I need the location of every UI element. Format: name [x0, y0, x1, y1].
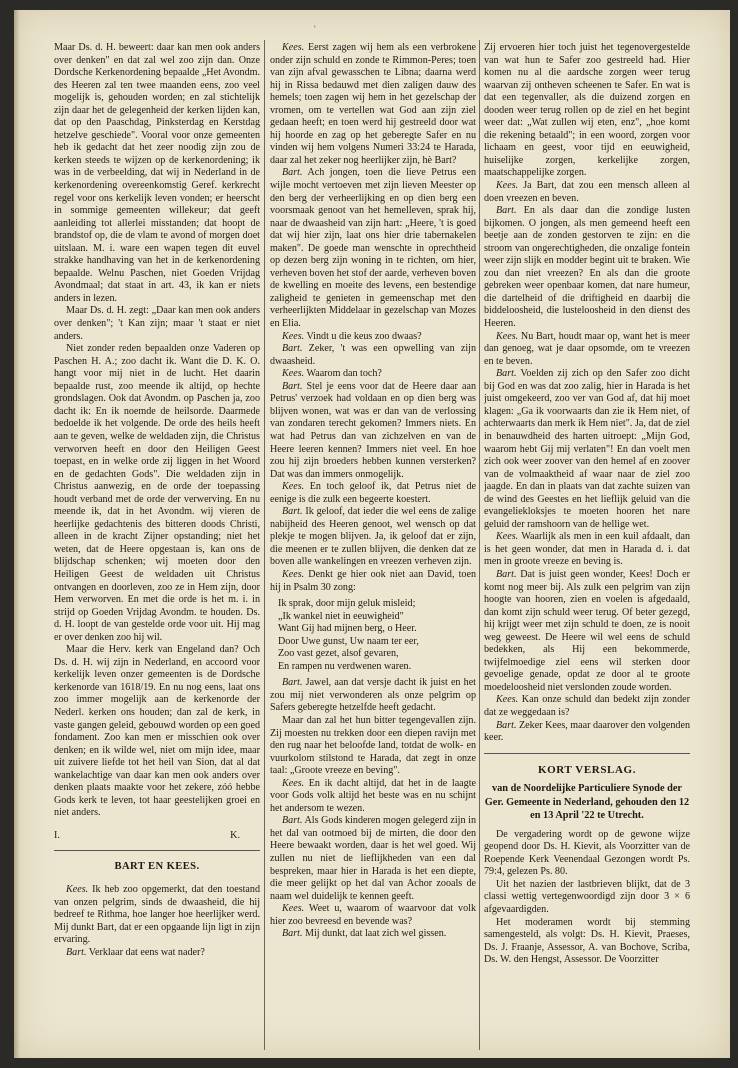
speaker: Kees.: [282, 368, 305, 380]
dialogue-text: Stel je eens voor dat de Heere daar aan Petrus' verzoek had voldaan en op dien berg was blijven wonen, wat was er dan van de verlossing van zondaren terecht gekomen? Immers niets. En wat had Petrus dan van zichzelven en van de Heere leeren kennen? Immers niet veel. En hoe zou hij zijn broeders hebben kunnen versterken? Dat was dan immers onmogelijk.: [270, 380, 476, 480]
dialogue-line: [484, 720, 690, 745]
signature-right: K.: [230, 829, 240, 841]
dialogue-text: Nu Bart, houdt maar op, want het is meer dan genoeg, wat je daar opsomde, om te vreezen en te beven.: [484, 330, 690, 367]
dialogue-text: En als daar dan die zondige lusten bijkomen. O jongen, als men gemeend heeft een beetje aan de zonden gestorven te zijn: en die stroom van ongerechtigheden, die onzalige fontein weer zijn slijk en modder begint uit te braken. Wie zou dan niet vreezen? En als dan die groote gebreken weer openbaar komen, dat nare humeur, die dartelheid of die driftigheid en daarbij die biddeloosheid, die lusteloosheid in den dienst des Heeren.: [484, 205, 690, 330]
article-title-kort-verslag: KORT VERSLAG.: [537, 763, 637, 776]
verse-line: Zoo vast gezet, alsof gevaren,: [278, 648, 399, 660]
dialogue-text: Dat is juist geen wonder, Kees! Doch er komt nog meer bij. Als zulk een pelgrim van zijn hoogte van hooren, zien en voelen is afgedaald, dan komt zijn schuld weer terug. Of beter gezegd, hij krijgt weer met zijn schuld te doen, ze is nooit weg geweest. De Heere wil wel eens de schuld bedekken, als Hij een bekommerde, twijfelmoedige ziel eens wil sterken door gevoelige genade, opdat ze door al te groote moedeloosheid niet verslonden zoude worden.: [484, 568, 690, 693]
dialogue-line: [270, 42, 476, 167]
col1-paragraph-4: Maar die Herv. kerk van Engeland dan? Och Ds. d. H. wij zijn in Nederland, en accoord voor kerkelijk leven onzer gemeenten is de Dordsche kerkenorde van 1618/19. En nu nog eens, laat ons zoo immer mogelijk aan de kerkenorde der Nederl. kerken ons houden; dan zal de kerk, in vaste gangen geleid, gebouwd worden op een goed fondament. Zoo kan men er misschien ook over denken; en ik wilde wel, niet om mijn idee, maar uit zuivere liefde tot het heil van Sion, dat al dat wankelachtige van daar kan men ook anders over denken plaats maakte voor het zekere, zóó hebbe Gods kerk te leven, tot haar geestelijken groei en niet anders.: [54, 644, 260, 819]
dialogue-line: [270, 815, 476, 903]
col1-paragraph-2: Maar Ds. d. H. zegt: „Daar kan men ook anders over denken"; 't Kan zijn; maar 't staat er niet anders.: [54, 305, 260, 342]
speaker: Bart.: [282, 506, 303, 518]
dialogue-text: Ik heb zoo opgemerkt, dat den toestand van onzen pelgrim, sinds de dwaasheid, die hij bedreef te Rithma, hoe langer hoe heerlijker werd. Mij dunkt Bart, dat er een opgaande lijn ligt in zijn ervaring.: [54, 884, 260, 946]
speaker: Bart.: [496, 719, 517, 731]
signature-left: I.: [54, 829, 60, 841]
column-1: [54, 42, 260, 1052]
dialogue-text: Verklaar dat eens wat nader?: [86, 946, 205, 958]
dialogue-text: Kan onze schuld dan bedekt zijn zonder dat ze weggedaan is?: [484, 694, 690, 718]
speaker: Bart.: [282, 380, 303, 392]
dialogue-text: Zeker Kees, maar daarover den volgenden keer.: [484, 719, 690, 744]
section-divider: [54, 850, 260, 851]
speaker: Kees.: [496, 330, 519, 342]
dialogue-line: [270, 343, 476, 368]
column-3: [484, 42, 690, 1052]
speaker: Kees.: [496, 180, 519, 192]
newspaper-page: [14, 10, 730, 1058]
dialogue-line: [270, 569, 476, 594]
dialogue-text: Mij dunkt, dat laat zich wel gissen.: [302, 928, 447, 940]
dialogue-line: [484, 694, 690, 719]
speaker: Kees.: [282, 903, 305, 915]
dialogue-line: [484, 531, 690, 569]
dialogue-text: En ik dacht altijd, dat het in de laagte voor Gods volk altijd het beste was en nu schijnt het andersom te wezen.: [270, 777, 476, 814]
dialogue-line: [270, 677, 476, 715]
dialogue-text: Als Gods kinderen mogen gelegerd zijn in het dal van ootmoed bij de mirten, die door den Heere bewaakt worden, daar is het wel goed. Wij zullen nu niet de lieflijkheden van een dal bespreken, maar hier in Harada is het een diepte, die meer gelijkt op het dal van Achor zooals de naam wel duidelijk te kennen geeft.: [270, 815, 476, 902]
dialogue-line: [270, 481, 476, 506]
dialogue-line: [270, 331, 476, 344]
speaker: Bart.: [282, 928, 303, 940]
dialogue-text: Vindt u die keus zoo dwaas?: [304, 330, 422, 342]
col1-paragraph-3: Niet zonder reden bepaalden onze Vaderen op Paschen H. A.; zoo dacht ik. Want die D. K. O. hangt voor mij niet in de lucht. Het daarin bepaalde rust, zoo meende ik altijd, op hechte grondslagen. Ook dat Avondm. op Paschen ja, zoo dacht ik: En ik noemde de heilsorde. Daarmede bedoelde ik het volgende. De orde des heils heeft aan te geven, welke de weldaden zijn, die Christus verworven heeft en door den Heiligen Geest toepast, en in welke orde zij liggen in het Woord en de gedachten Gods". Die weldaden zijn in Christus aanwezig, en de orde der toepassing houdt verband met de orde der verwerving. En nu meende ik, dat in het Avondm. wij vieren de heerlijke gedachtenis des bitteren doods Christi, alleen in de kracht Zijner opstanding; niet het weten, dat de Heere opgestaan is, kan ons de blijdschap schenken; wij moeten door den Heiligen Geest de weldaden uit Christus ontvangen en doorleven, zoo ze in Hem zijn, door Hem verworven. En met die orde is het m. i. in strijd op Goeden Vrijdag Avondm. te houden. Ds. d. H. loopt de van gestelde orde voor uit. Hij mag er over denken zoo hij wil.: [54, 343, 260, 643]
dialogue-line: [484, 368, 690, 531]
speaker: Kees.: [496, 531, 519, 543]
speaker: Bart.: [496, 368, 517, 380]
speaker: Bart.: [496, 205, 517, 217]
dialogue-text: En toch geloof ik, dat Petrus niet de eenige is die zulk een begeerte koestert.: [270, 481, 476, 505]
verse-line: Ik sprak, door mijn geluk misleid;: [278, 598, 416, 610]
dialogue-line: [270, 506, 476, 569]
verse-line: En rampen nu verdwenen waren.: [278, 660, 412, 672]
column-rule-2: [479, 40, 480, 1050]
dialogue-text: Ach jongen, toen die lieve Petrus een wijle mocht vertoeven met zijn lieven Meester op den berg der verheerlijking en op dien berg een voorsmaak genoot van het hemelleven, sprak hij, naar de dwaasheid van zijn hart: „Heere, 't is goed dat wij hier zijn, laat ons hier drie tabernakelen maken". De goede man wenschte in oprechtheid op dezen berg zijn woning in te richten, om hier, verheven boven het stof der aarde, verheven boven de kwelling en moeite des levens, een bestendige zaligheid te genieten in gemeenschap met den verheerlijkten Middelaar in gezelschap van Mozes en Elia.: [270, 167, 476, 330]
verse-line: „Ik wankel niet in eeuwigheid": [278, 610, 404, 622]
dialogue-line: [270, 928, 476, 941]
speaker: Kees.: [66, 884, 89, 895]
dialogue-line: [484, 569, 690, 694]
speaker: Kees.: [282, 568, 305, 580]
speaker: Kees.: [282, 330, 305, 342]
speaker: Kees.: [282, 481, 305, 493]
speaker: Bart.: [282, 815, 303, 827]
dialogue-text: Jawel, aan dat versje dacht ik juist en het zou mij niet verwonderen als onze pelgrim op Safers geberegte hetzelfde heeft gedacht.: [270, 677, 476, 714]
column-2: [270, 42, 476, 1052]
speaker: Bart.: [282, 343, 303, 355]
psalm-verse: [278, 598, 476, 673]
article-subtitle: van de Noordelijke Particuliere Synode der Ger. Gemeente in Nederland, gehouden den 12 en 13 April '22 te Utrecht.: [484, 783, 690, 822]
section-divider: [484, 753, 690, 754]
dialogue-text: Waarom dan toch?: [304, 368, 382, 380]
dialogue-line: [484, 331, 690, 369]
dialogue-line: [270, 368, 476, 381]
dialogue-line: [484, 205, 690, 330]
page-mark: ': [314, 24, 316, 34]
dialogue-text: Weet u, waarom of waarvoor dat volk hier zoo bevreesd en bevende was?: [270, 903, 476, 927]
dialogue-line: [54, 884, 260, 947]
dialogue-line: [270, 167, 476, 330]
dialogue-text: Zeker, 't was een opwelling van zijn dwaasheid.: [270, 343, 476, 367]
dialogue-text: Denkt ge hier ook niet aan David, toen hij in Psalm 30 zong:: [270, 568, 476, 593]
dialogue-text: Ik geloof, dat ieder die wel eens de zalige nabijheid des Heeren genoot, wel wensch op dat plekje te mogen blijven. Ja, ik geloof dat er zijn, die meenen er te zullen blijven, die denken dat ze boven alle wankelingen en vreezen verheven zijn.: [270, 506, 476, 568]
page-edge-shadow: [14, 10, 20, 1058]
column-rule-1: [264, 40, 265, 1050]
col1-paragraph-1: Maar Ds. d. H. beweert: daar kan men ook anders over denken" en dat zal wel zoo zijn dan. Onze Dordsche Kerkenordening bepaalde „Het Avondm. des Heeren zal ten twee maanden eens, zoo veel mogelijk is, gehouden worden; en zal stichtelijk zijn daar het de gelegenheid der kerken lijden kan, dat op den Paaschdag, Pinksterdag en Kerstdag hetzelve geschiede". Vooral voor onze gemeenten heb ik gedacht dat het zeer noodig zijn zou de kerken steeds te wijzen op de kerkenordening; ik was in de verbeelding, dat wij in Nederland in de kerkenordening overeenkomstig Geref. kerkrecht regel voor ons kerkelijk leven vonden; er heerscht in sommige gemeenten willekeur; dat geeft aanleiding tot allerlei misstanden; dat hoopt de brandstof op, die de vlam te avond of morgen doet uitslaan. M. i. ware een wapen tegen dit euvel strakke handhaving van het in de kerkenordening bepaalde. Welnu Paschen, niet Goeden Vrijdag Avondmaal; dat staat in art. 43, ik kan er niets anders in lezen.: [54, 42, 260, 304]
article-title-bart-en-kees: BART EN KEES.: [114, 861, 200, 873]
col3-paragraph-1: Zij ervoeren hier toch juist het tegenovergestelde van wat hun te Safer zoo gestreeld had. Hier komen nu al die aardsche zorgen weer terug waarvan zij ontheven scheenen te Safer. En wat is dat een tegenvaller, als die duizend zorgen en dooden weer terug rollen op de ziel en het begint weer dat: „Wat zullen wij eten, enz", „hoe komt die rekening betaald"; in een woord, zorgen voor lichaam en geest, voor tijd en eeuwigheid, huiselijke zorgen, kerkelijke zorgen, maatschappelijke zorgen.: [484, 42, 690, 179]
dialogue-line: [270, 778, 476, 816]
speaker: Kees.: [282, 42, 305, 53]
report-paragraph-1: De vergadering wordt op de gewone wijze geopend door Ds. H. Kievit, als Voorzitter van de Roepende Kerk Veenendaal Gezongen wordt Ps. 79:4, gelezen Ps. 80.: [484, 828, 690, 878]
dialogue-line: [270, 381, 476, 481]
dialogue-text: Waarlijk als men in een kuil afdaalt, dan is het geen wonder, dat men in Harada d. i. dat men in groote vreeze en beving is.: [484, 531, 690, 568]
dialogue-text: Ja Bart, dat zou een mensch alleen al doen vreezen en beven.: [484, 180, 690, 204]
speaker: Bart.: [282, 167, 303, 179]
speaker: Kees.: [282, 777, 305, 789]
col2-paragraph: Maar dan zal het hun bitter tegengevallen zijn. Zij moesten nu trekken door een diepen ravijn met den rug naar het beloofde land, totdat de wolk- en vuurkolom stilstond te Harada, dat zegt in onze taal: „Groote vreeze en beving".: [270, 714, 476, 777]
speaker: Bart.: [282, 677, 303, 689]
report-paragraph-3: Het moderamen wordt bij stemming samengesteld, als volgt: Ds. H. Kievit, Praeses, Ds. J. Fraanje, Assessor, A. van Bochove, Scriba, Ds. W. den Hengst, Assessor. De Voorzitter: [484, 916, 690, 966]
report-paragraph-2: Uit het nazien der lastbrieven blijkt, dat de 3 classi wettig vertegenwoordigd zijn door 3 × 6 afgevaardigden.: [484, 878, 690, 915]
dialogue-line: [484, 180, 690, 205]
dialogue-line: [270, 903, 476, 928]
dialogue-text: Voelden zij zich op den Safer zoo dicht bij God en was dat zoo zalig, hier in Harada is het juist omgekeerd, zoo ver van God af, dat hij moet klagen: „Ga ik voorwaarts dan zie ik Hem niet, of achterwaarts dan merk ik Hem niet". Ja, dat de ziel in benauwdheid des harten uitroept: „Mijn God, waarom hebt Gij mij verlaten"! En dan voelt men zich ook weer zoover van den hemel af en zoover van de volmaaktheid af waar naar de ziel zoo jaagde. En dan in plaats van dat zachte suizen van de wind des Geestes en het lieflijk geluid van die evangeliekloksjes te moeten hooren het nare geluid der ramshoorn van de hellige wet.: [484, 368, 690, 530]
verse-line: Want Gij had mijnen berg, o Heer.: [278, 623, 417, 635]
dialogue-line: [54, 947, 260, 960]
speaker: Bart.: [496, 568, 517, 580]
speaker: Kees.: [496, 694, 519, 706]
verse-line: Door Uwe gunst, Uw naam ter eer,: [278, 635, 419, 647]
signature: [54, 830, 260, 843]
speaker: Bart.: [66, 946, 87, 958]
dialogue-text: Eerst zagen wij hem als een verbrokene onder zijn schuld en zonde te Rimmon-Peres; toen van zijn afval gewasschen te Libna; daarna werd hij in Rissa bedauwd met dien zaligen dauw des hemels; toen zagen wij hem in het gezelschap der vromen, om te vertellen wat God aan zijn ziel gedaan heeft; en toen werd hij gestreeld door wat hij hoorde en zag op het geberegte Safer en nu vinden wij hem volgens Numeri 33:24 te Harada, daar zal het zeker nog heerlijker zijn, hè Bart?: [270, 42, 476, 166]
